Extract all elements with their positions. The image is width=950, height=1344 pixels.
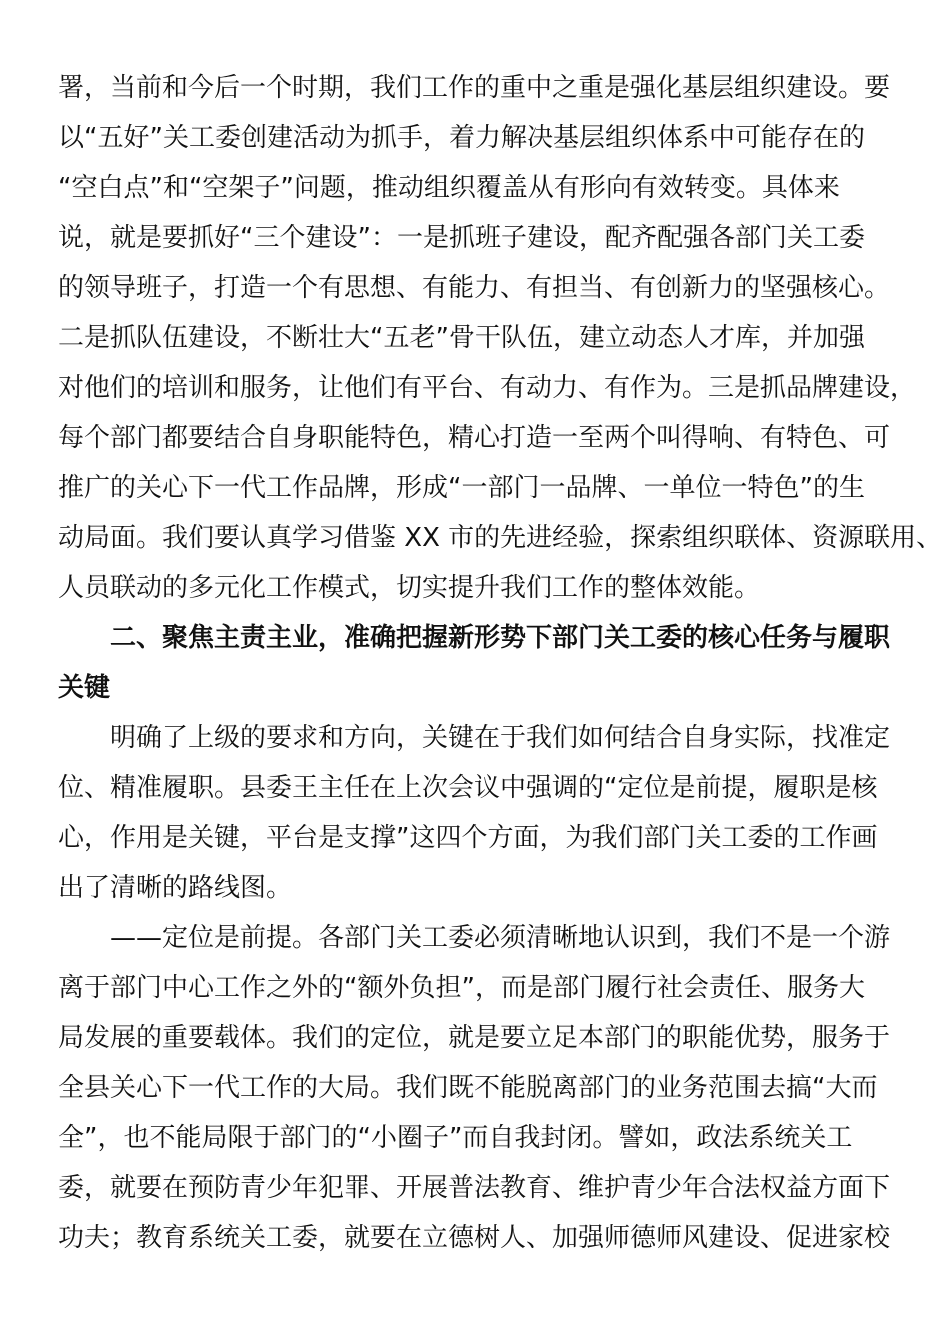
paragraph-line: 位、精准履职。县委王主任在上次会议中强调的“定位是前提，履职是核 bbox=[58, 773, 878, 803]
paragraph-line: 出了清晰的路线图。 bbox=[58, 873, 293, 903]
paragraph-line: 说，就是要抓好“三个建设”：一是抓班子建设，配齐配强各部门关工委 bbox=[58, 223, 865, 253]
paragraph-line: 全县关心下一代工作的大局。我们既不能脱离部门的业务范围去搞“大而 bbox=[58, 1073, 878, 1103]
section-heading: 二、聚焦主责主业，准确把握新形势下部门关工委的核心任务与履职 bbox=[110, 623, 891, 653]
paragraph-line: 功夫；教育系统关工委，就要在立德树人、加强师德师风建设、促进家校 bbox=[58, 1223, 891, 1253]
paragraph-line: 署，当前和今后一个时期，我们工作的重中之重是强化基层组织建设。要 bbox=[58, 73, 891, 103]
section-heading-continuation: 关键 bbox=[58, 673, 111, 703]
paragraph-line: 局发展的重要载体。我们的定位，就是要立足本部门的职能优势，服务于 bbox=[58, 1023, 891, 1053]
paragraph-line: 以“五好”关工委创建活动为抓手，着力解决基层组织体系中可能存在的 bbox=[58, 123, 865, 153]
paragraph-line: 明确了上级的要求和方向，关键在于我们如何结合自身实际，找准定 bbox=[110, 723, 891, 753]
paragraph-line: 动局面。我们要认真学习借鉴 XX 市的先进经验，探索组织联体、资源联用、 bbox=[58, 523, 943, 553]
paragraph-line: 心，作用是关键，平台是支撑”这四个方面，为我们部门关工委的工作画 bbox=[58, 823, 878, 853]
paragraph-line: “空白点”和“空架子”问题，推动组织覆盖从有形向有效转变。具体来 bbox=[58, 173, 840, 203]
paragraph-line: 人员联动的多元化工作模式，切实提升我们工作的整体效能。 bbox=[58, 573, 761, 603]
paragraph-line: 委，就要在预防青少年犯罪、开展普法教育、维护青少年合法权益方面下 bbox=[58, 1173, 891, 1203]
paragraph-line: 对他们的培训和服务，让他们有平台、有动力、有作为。三是抓品牌建设， bbox=[58, 373, 917, 403]
paragraph-line: 推广的关心下一代工作品牌，形成“一部门一品牌、一单位一特色”的生 bbox=[58, 473, 865, 503]
paragraph-line: 二是抓队伍建设，不断壮大“五老”骨干队伍，建立动态人才库，并加强 bbox=[58, 323, 865, 353]
paragraph-line: ——定位是前提。各部门关工委必须清晰地认识到，我们不是一个游 bbox=[110, 923, 891, 953]
paragraph-line: 的领导班子，打造一个有思想、有能力、有担当、有创新力的坚强核心。 bbox=[58, 273, 891, 303]
paragraph-line: 每个部门都要结合自身职能特色，精心打造一至两个叫得响、有特色、可 bbox=[58, 423, 891, 453]
paragraph-line: 全”，也不能局限于部门的“小圈子”而自我封闭。譬如，政法系统关工 bbox=[58, 1123, 853, 1153]
paragraph-line: 离于部门中心工作之外的“额外负担”，而是部门履行社会责任、服务大 bbox=[58, 973, 865, 1003]
